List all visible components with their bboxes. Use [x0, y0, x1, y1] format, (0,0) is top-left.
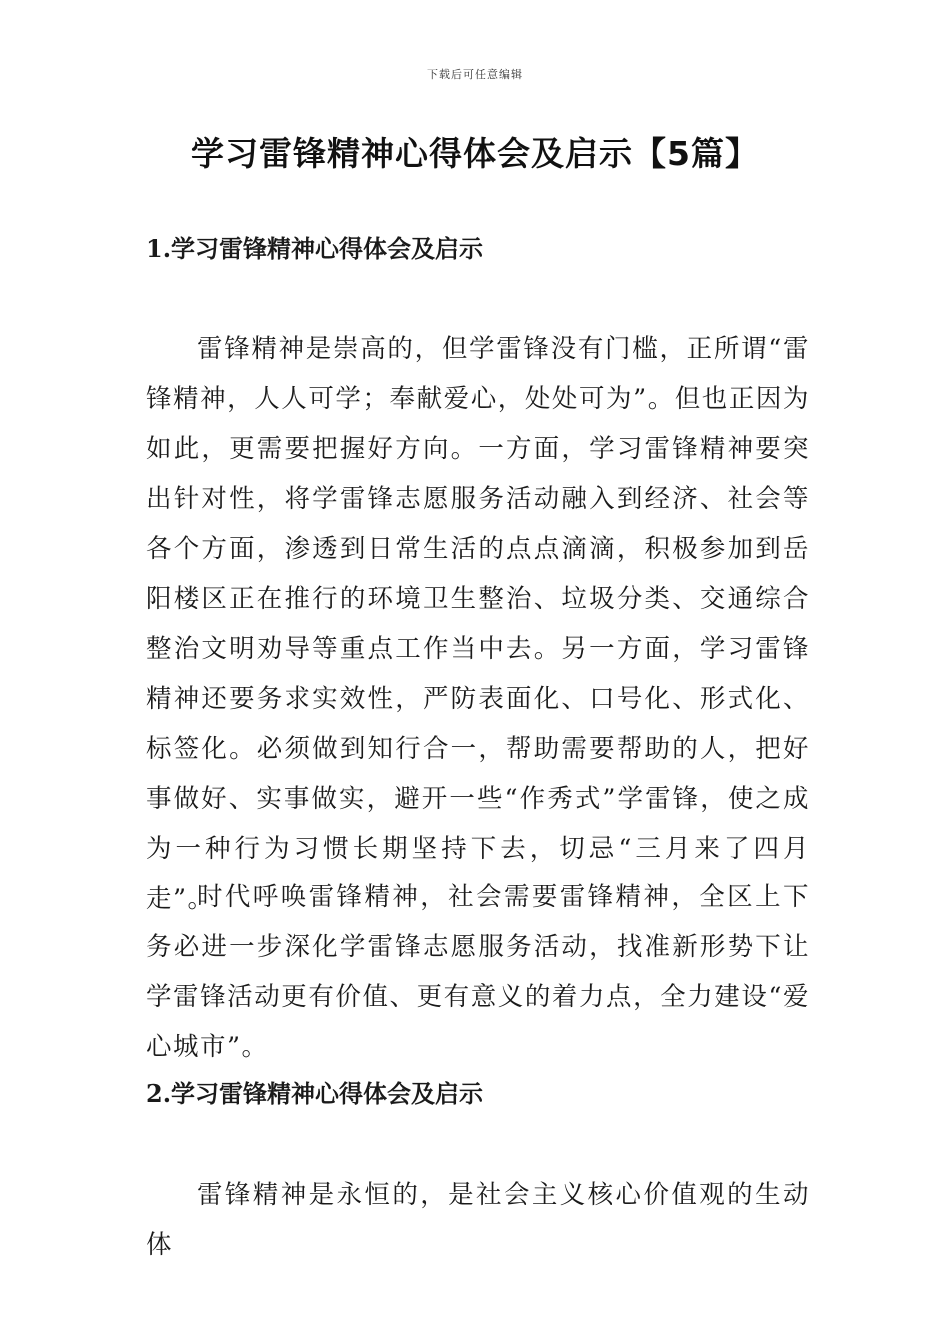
document-title: 学习雷锋精神心得体会及启示【5篇】 [191, 134, 759, 173]
section-1-paragraph-2: 时代呼唤雷锋精神，社会需要雷锋精神，全区上下务必进一步深化学雷锋志愿服务活动，找准新形势下让学雷锋活动更有价值、更有意义的着力点，全力建设“爱心城市”。 [146, 882, 810, 1062]
section-heading-2: 2.学习雷锋精神心得体会及启示 [146, 1079, 484, 1108]
section-1-paragraph-1: 雷锋精神是崇高的，但学雷锋没有门槛，正所谓“雷锋精神，人人可学；奉献爱心，处处可为”。但也正因为如此，更需要把握好方向。一方面，学习雷锋精神要突出针对性，将学雷锋志愿服务活动融入到经济、社会等各个方面，渗透到日常生活的点点滴滴，积极参加到岳阳楼区正在推行的环境卫生整治、垃圾分类、交通综合整治文明劝导等重点工作当中去。另一方面，学习雷锋精神还要务求实效性，严防表面化、口号化、形式化、标签化。必须做到知行合一，帮助需要帮助的人，把好事做好、实事做实，避开一些“作秀式”学雷锋，使之成为一种行为习惯长期坚持下去，切忌“三月来了四月走”。 [146, 334, 810, 914]
header-note: 下载后可任意编辑 [427, 68, 523, 81]
section-2-paragraph-1: 雷锋精神是永恒的，是社会主义核心价值观的生动体 [146, 1180, 810, 1260]
section-heading-1: 1.学习雷锋精神心得体会及启示 [146, 234, 484, 263]
